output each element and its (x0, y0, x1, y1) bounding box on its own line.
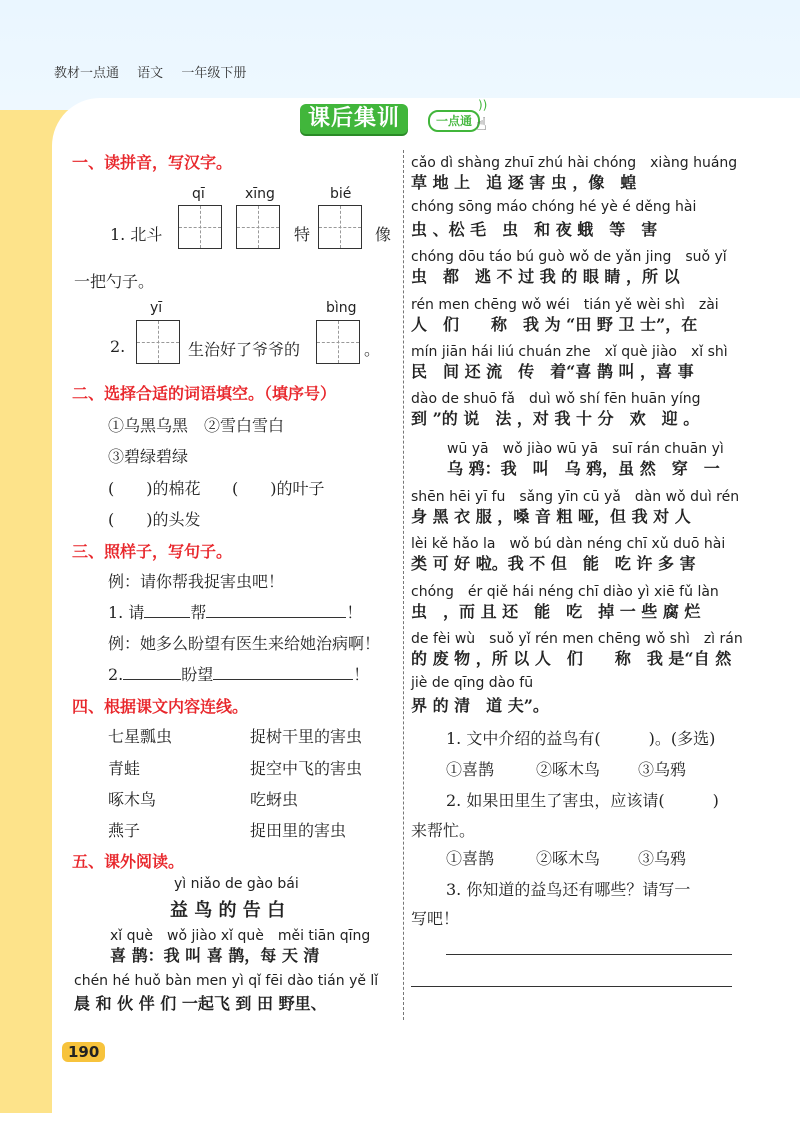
q2-blank-cotton[interactable]: ( )的棉花 (108, 479, 201, 498)
q2-option[interactable]: ③乌鸦 (638, 849, 687, 868)
signal-icon: )) (478, 98, 488, 112)
q3-s1-mid: 帮 (190, 603, 207, 622)
q4-right-item[interactable]: 捉空中飞的害虫 (250, 759, 363, 778)
story-text-line: 民 间 还 流 传 着“喜 鹊 叫 ，喜 事 (411, 362, 694, 381)
q3-s2-mid: 盼望 (181, 665, 214, 684)
section-banner (300, 100, 500, 140)
story-title-pinyin: yì niǎo de gào bái (174, 876, 299, 892)
pinyin-xing: xīng (245, 186, 275, 202)
q4-title: 四、根据课文内容连线。 (72, 697, 249, 716)
q1-item2-mid: 生治好了爷爷的 (188, 340, 301, 359)
q3-sentence1 (108, 600, 362, 623)
q3-example2: 例：她多么盼望有医生来给她治病啊！ (108, 634, 381, 653)
story-text-line: 草 地 上 追 逐 害 虫 ，像 蝗 (411, 173, 637, 192)
q5-title: 五、课外阅读。 (72, 852, 185, 871)
q3-s2-blank-b[interactable] (213, 665, 353, 680)
q1-item1-suffix: 像 (375, 225, 392, 244)
q3-s2-blank-a[interactable] (123, 665, 181, 680)
story-pinyin-line: jiè de qīng dào fū (411, 675, 534, 691)
question-3: 3. 你知道的益鸟还有哪些？请写一 (446, 880, 691, 899)
q4-right-item[interactable]: 吃蚜虫 (250, 790, 299, 809)
q2-blank-leaves[interactable]: ( )的叶子 (232, 479, 325, 498)
q1-item1-line2: 一把勺子。 (74, 272, 155, 291)
story-text-line: 界 的 清 道 夫”。 (411, 696, 549, 715)
q3-s1-blank-a[interactable] (144, 603, 190, 618)
story-pinyin-line: cǎo dì shàng zhuī zhú hài chóng xiàng huáng (411, 155, 738, 171)
writing-box-xing[interactable] (236, 205, 280, 249)
story-text-line: 晨 和 伙 伴 们 一起飞 到 田 野里、 (74, 994, 327, 1013)
story-text-line: 虫 都 逃 不 过 我 的 眼 睛 ，所 以 (411, 267, 680, 286)
pinyin-bie: bié (330, 186, 352, 202)
q4-right-item[interactable]: 捉树干里的害虫 (250, 727, 363, 746)
story-pinyin-line: chóng sōng máo chóng hé yè é děng hài (411, 199, 697, 215)
book-name: 教材一点通 (54, 66, 120, 81)
story-text-line: 人 们 称 我 为 “田 野 卫 士”，在 (411, 315, 698, 334)
story-text-line: 虫 ，而 且 还 能 吃 掉 一 些 腐 烂 (411, 602, 701, 621)
story-pinyin-line: dào de shuō fǎ duì wǒ shí fēn huān yíng (411, 391, 701, 407)
q1-title: 一、读拼音，写汉字。 (72, 153, 233, 172)
q1-item1-mid: 特 (294, 225, 311, 244)
q4-left-item[interactable]: 啄木鸟 (108, 790, 157, 809)
q3-title: 三、照样子，写句子。 (72, 542, 233, 561)
answer-line[interactable] (411, 986, 732, 987)
story-pinyin-line: wū yā wǒ jiào wū yā suī rán chuān yì (447, 441, 724, 457)
q2-option[interactable]: ②啄木鸟 (536, 849, 601, 868)
pinyin-yi: yī (150, 300, 163, 316)
writing-box-bie[interactable] (318, 205, 362, 249)
writing-box-yi[interactable] (136, 320, 180, 364)
story-pinyin-line: shēn hēi yī fu sǎng yīn cū yǎ dàn wǒ duì rén (411, 489, 740, 505)
question-2-cont: 来帮忙。 (411, 821, 476, 840)
q4-left-item[interactable]: 青蛙 (108, 759, 141, 778)
page-number: 190 (62, 1042, 105, 1062)
q2-options1: ①乌黑乌黑 ②雪白雪白 (108, 416, 285, 435)
q2-options2: ③碧绿碧绿 (108, 447, 189, 466)
banner-title: 课后集训 (300, 104, 408, 134)
grade: 一年级下册 (181, 66, 247, 81)
story-text-line: 虫 、松 毛 虫 和 夜 蛾 等 害 (411, 220, 658, 239)
q1-item2-prefix: 2. (110, 337, 126, 356)
writing-box-qi[interactable] (178, 205, 222, 249)
pinyin-qi: qī (192, 186, 205, 202)
story-pinyin-line: xǐ què wǒ jiào xǐ què měi tiān qīng (110, 928, 371, 944)
story-pinyin-line: de fèi wù suǒ yǐ rén men chēng wǒ shì zì rán (411, 631, 743, 647)
story-text-line: 类 可 好 啦。我 不 但 能 吃 许 多 害 (411, 554, 696, 573)
q2-option[interactable]: ①喜鹊 (446, 849, 495, 868)
q3-s1-blank-b[interactable] (206, 603, 346, 618)
q2-title: 二、选择合适的词语填空。（填序号） (72, 384, 337, 403)
writing-box-bing[interactable] (316, 320, 360, 364)
answer-line[interactable] (446, 954, 732, 955)
story-title: 益 鸟 的 告 白 (170, 900, 286, 921)
question-1: 1. 文中介绍的益鸟有( )。(多选) (446, 729, 716, 748)
story-text-line: 的 废 物 ，所 以 人 们 称 我 是“自 然 (411, 649, 732, 668)
story-text-line: 喜 鹊：我 叫 喜 鹊，每 天 清 (110, 946, 320, 965)
q3-sentence2 (108, 662, 369, 685)
story-pinyin-line: chóng dōu táo bú guò wǒ de yǎn jing suǒ yǐ (411, 249, 727, 265)
story-text-line: 乌 鸦：我 叫 乌 鸦，虽 然 穿 一 (447, 459, 720, 478)
q1-item2-suffix: 。 (364, 340, 381, 359)
story-pinyin-line: mín jiān hái liú chuán zhe xǐ què jiào xǐ shì (411, 344, 728, 360)
q3-s2-prefix: 2. (108, 665, 124, 684)
question-3-cont: 写吧！ (411, 909, 460, 928)
q1-option[interactable]: ③乌鸦 (638, 760, 687, 779)
story-text-line: 身 黑 衣 服 ，嗓 音 粗 哑，但 我 对 人 (411, 507, 691, 526)
q4-left-item[interactable]: 七星瓢虫 (108, 727, 173, 746)
pointing-hand-icon: ☝ (476, 114, 487, 135)
q3-s1-suffix: ！ (346, 603, 363, 622)
story-pinyin-line: chóng ér qiě hái néng chī diào yì xiē fǔ làn (411, 584, 719, 600)
q3-s2-suffix: ！ (353, 665, 370, 684)
q1-option[interactable]: ①喜鹊 (446, 760, 495, 779)
q4-right-item[interactable]: 捉田里的害虫 (250, 821, 347, 840)
q3-example1: 例：请你帮我捉害虫吧！ (108, 572, 285, 591)
q1-option[interactable]: ②啄木鸟 (536, 760, 601, 779)
q2-blank-hair[interactable]: ( )的头发 (108, 510, 201, 529)
q4-left-item[interactable]: 燕子 (108, 821, 141, 840)
q1-item1-prefix: 1. 北斗 (110, 225, 163, 244)
subject: 语文 (137, 66, 164, 81)
top-background (0, 0, 800, 110)
story-pinyin-line: rén men chēng wǒ wéi tián yě wèi shì zài (411, 297, 719, 313)
running-header (54, 62, 260, 81)
story-pinyin-line: chén hé huǒ bàn men yì qǐ fēi dào tián yě lǐ (74, 973, 379, 989)
question-2: 2. 如果田里生了害虫，应该请( ) (446, 791, 719, 810)
banner-tag: 一点通 (428, 110, 480, 132)
pinyin-bing: bìng (326, 300, 357, 316)
story-text-line: 到 ”的 说 法 ，对 我 十 分 欢 迎 。 (411, 409, 700, 428)
q3-s1-prefix: 1. 请 (108, 603, 145, 622)
column-divider (403, 150, 404, 1020)
story-pinyin-line: lèi kě hǎo la wǒ bú dàn néng chī xǔ duō hài (411, 536, 726, 552)
